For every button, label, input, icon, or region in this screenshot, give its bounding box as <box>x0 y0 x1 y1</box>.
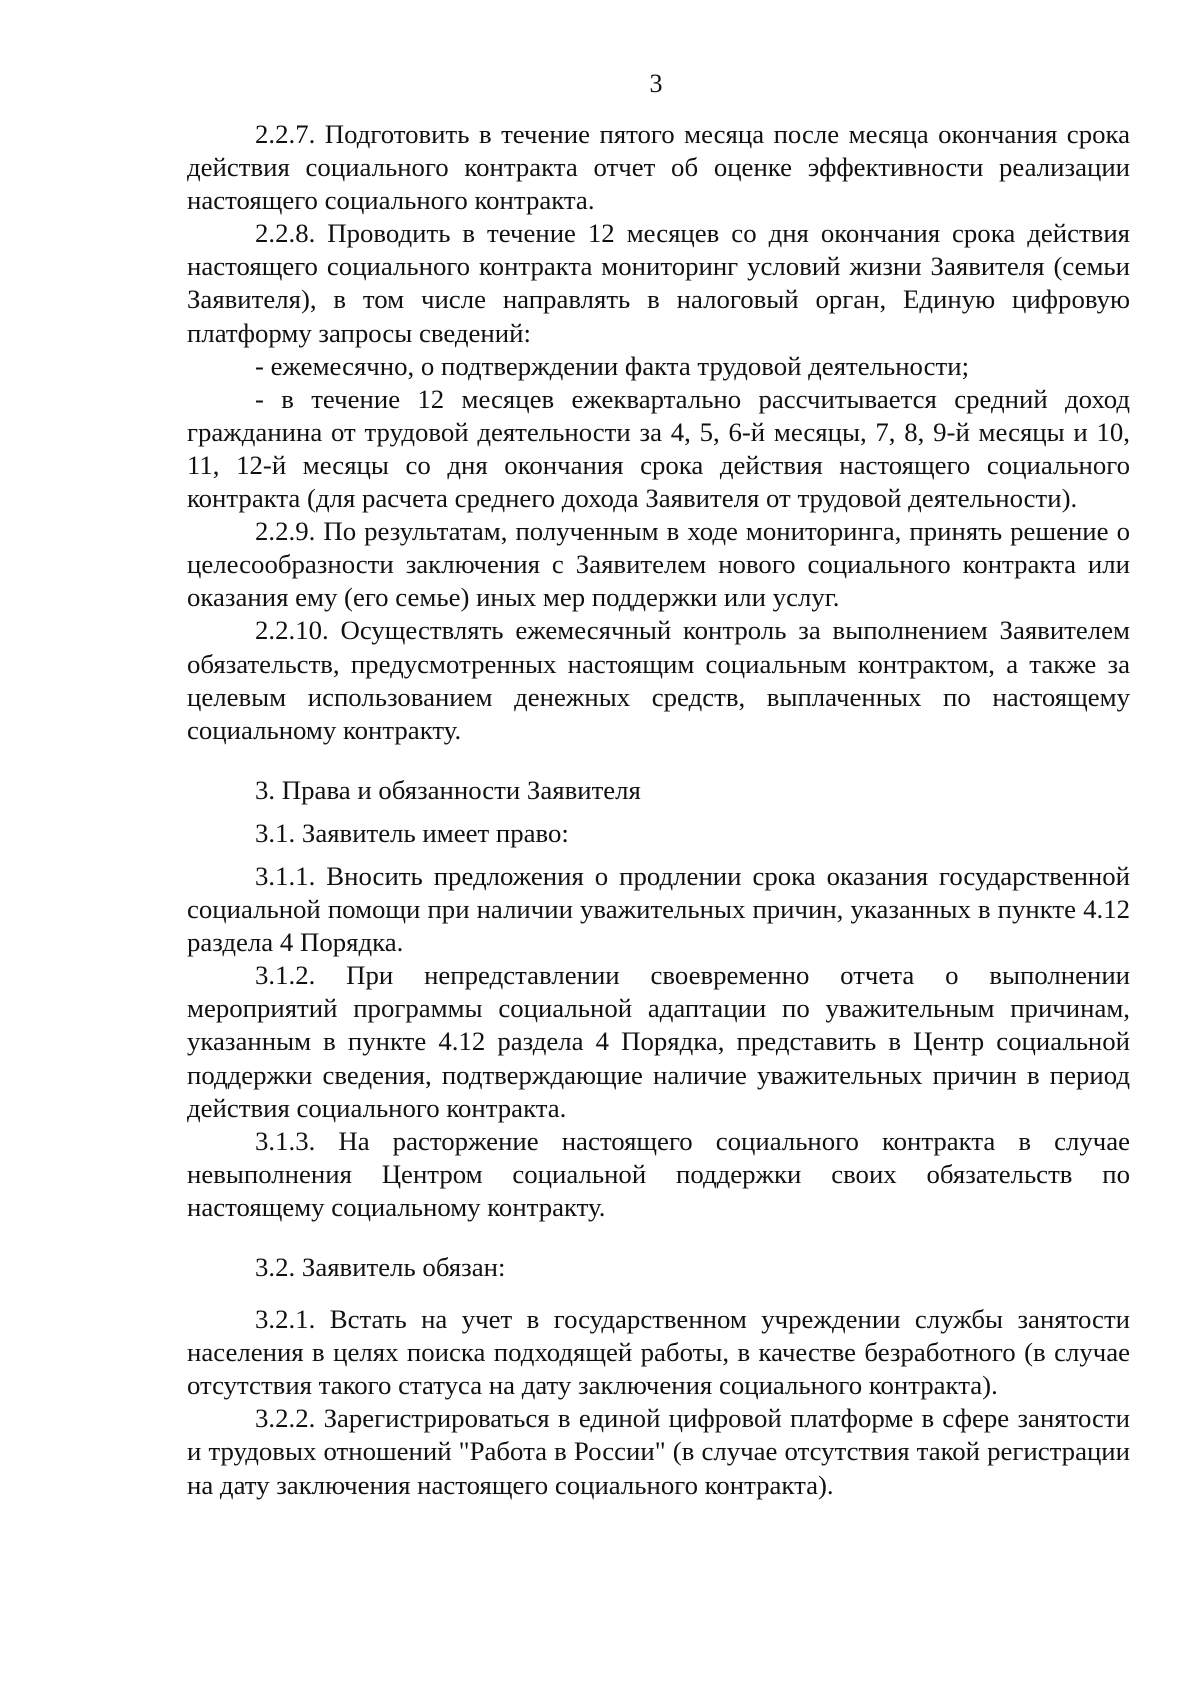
paragraph-3-2-1: 3.2.1. Встать на учет в государственном учреждении службы занятости населения в целях поиска подходящей работы, в качестве безработного (в случае отсутствия такого статуса на дату заключения социального контракта). <box>187 1304 1130 1401</box>
spacer <box>187 747 1130 774</box>
document-body <box>187 118 1130 1502</box>
paragraph-3-1-3: 3.1.3. На расторжение настоящего социального контракта в случае невыполнения Центром социальной поддержки своих обязательств по настоящему социальному контракту. <box>187 1125 1130 1222</box>
paragraph-2-2-10: 2.2.10. Осуществлять ежемесячный контроль за выполнением Заявителем обязательств, предусмотренных настоящим социальным контрактом, а также за целевым использованием денежных средств, выплаченных по настоящему социальному контракту. <box>187 615 1130 745</box>
paragraph-2-2-7: 2.2.7. Подготовить в течение пятого месяца после месяца окончания срока действия социального контракта отчет об оценке эффективности реализации настоящего социального контракта. <box>187 119 1130 216</box>
paragraph-2-2-8: 2.2.8. Проводить в течение 12 месяцев со дня окончания срока действия настоящего социального контракта мониторинг условий жизни Заявителя (семьи Заявителя), в том числе направлять в налоговый орган, Единую цифровую платформу запросы сведений: <box>187 218 1130 348</box>
page-number: 3 <box>649 69 663 98</box>
spacer <box>187 1224 1130 1251</box>
spacer <box>187 1284 1130 1303</box>
paragraph-2-2-9: 2.2.9. По результатам, полученным в ходе мониторинга, принять решение о целесообразности заключения с Заявителем нового социального контракта или оказания ему (его семье) иных мер поддержки или услуг. <box>187 516 1130 613</box>
paragraph-2-2-8-item-2: - в течение 12 месяцев ежеквартально рассчитывается средний доход гражданина от трудовой деятельности за 4, 5, 6-й месяцы, 7, 8, 9-й месяцы и 10, 11, 12-й месяцы со дня окончания срока действия настоящего социального контракта (для расчета среднего дохода Заявителя от трудовой деятельности). <box>187 383 1130 514</box>
spacer <box>187 850 1130 860</box>
paragraph-3-2-2: 3.2.2. Зарегистрироваться в единой цифровой платформе в сфере занятости и трудовых отношений "Работа в России" (в случае отсутствия такой регистрации на дату заключения настоящего социального контракта). <box>187 1403 1130 1500</box>
subsection-heading-3-2: 3.2. Заявитель обязан: <box>255 1252 506 1282</box>
paragraph-2-2-8-item-1: - ежемесячно, о подтверждении факта трудовой деятельности; <box>255 350 970 381</box>
paragraph-3-1-1: 3.1.1. Вносить предложения о продлении срока оказания государственной социальной помощи при наличии уважительных причин, указанных в пункте 4.12 раздела 4 Порядка. <box>187 860 1130 958</box>
paragraph-3-1-2: 3.1.2. При непредставлении своевременно отчета о выполнении мероприятий программы социальной адаптации по уважительным причинам, указанным в пункте 4.12 раздела 4 Порядка, представить в Центр социальной поддержки сведения, подтверждающие наличие уважительных причин в период действия социального контракта. <box>187 960 1130 1123</box>
section-heading-3: 3. Права и обязанности Заявителя <box>255 774 641 805</box>
subsection-heading-3-1: 3.1. Заявитель имеет право: <box>255 817 569 848</box>
spacer <box>187 807 1130 817</box>
